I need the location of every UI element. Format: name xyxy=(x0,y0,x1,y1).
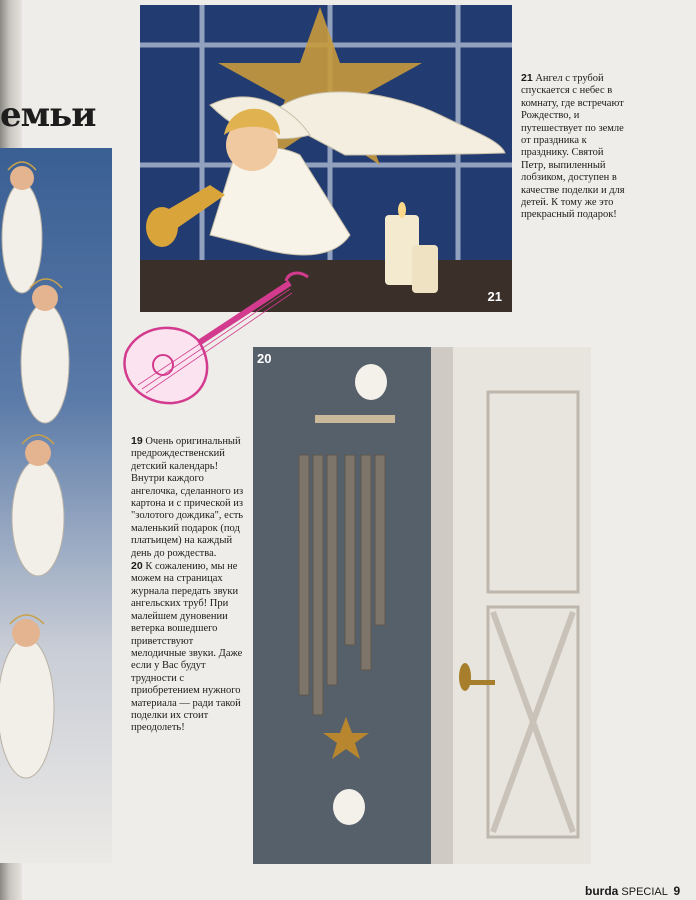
page-number: 9 xyxy=(673,884,681,898)
caption-20-text: К сожалению, мы не можем на страницах журнала передать звуки ангельских труб! При малейшем дуновении ветерка вошедшего приветствуют мелодичные звуки. Даже если у Вас будут трудности с приобретением нужного материала — ради такой поделки их стоит преодолеть! xyxy=(131,561,243,734)
caption-21-text: Ангел с трубой спускается с небес в комнату, где встречают Рождество, и путешествует по земле от праздника к празднику. Святой Петр, выпиленный лобзиком, доступен в качестве поделки и для детей. К тому же это прекрасный подарок! xyxy=(521,73,625,221)
photo-number-20: 20 xyxy=(257,351,272,366)
partial-page-title: емьи xyxy=(0,95,96,135)
angel-figurines-photo xyxy=(0,148,112,863)
magazine-edition: SPECIAL xyxy=(621,886,668,898)
wind-chime-photo xyxy=(253,347,591,864)
caption-21-number: 21 xyxy=(521,72,533,84)
caption-19-number: 19 xyxy=(131,435,143,447)
caption-20-number: 20 xyxy=(131,560,143,573)
caption-21 xyxy=(521,72,629,222)
page-footer xyxy=(585,884,680,898)
caption-19-text: Очень оригинальный предрождественский детский календарь! Внутри каждого ангелочка, сделанного из картона и с прической из "золотого дождика", есть маленький подарок (под платьицем) на каждый день до рождества. xyxy=(131,436,244,559)
previous-page-edge xyxy=(0,0,135,900)
caption-19-20 xyxy=(131,435,249,735)
magazine-brand: burda xyxy=(585,884,619,898)
photo-number-21: 21 xyxy=(487,289,502,304)
